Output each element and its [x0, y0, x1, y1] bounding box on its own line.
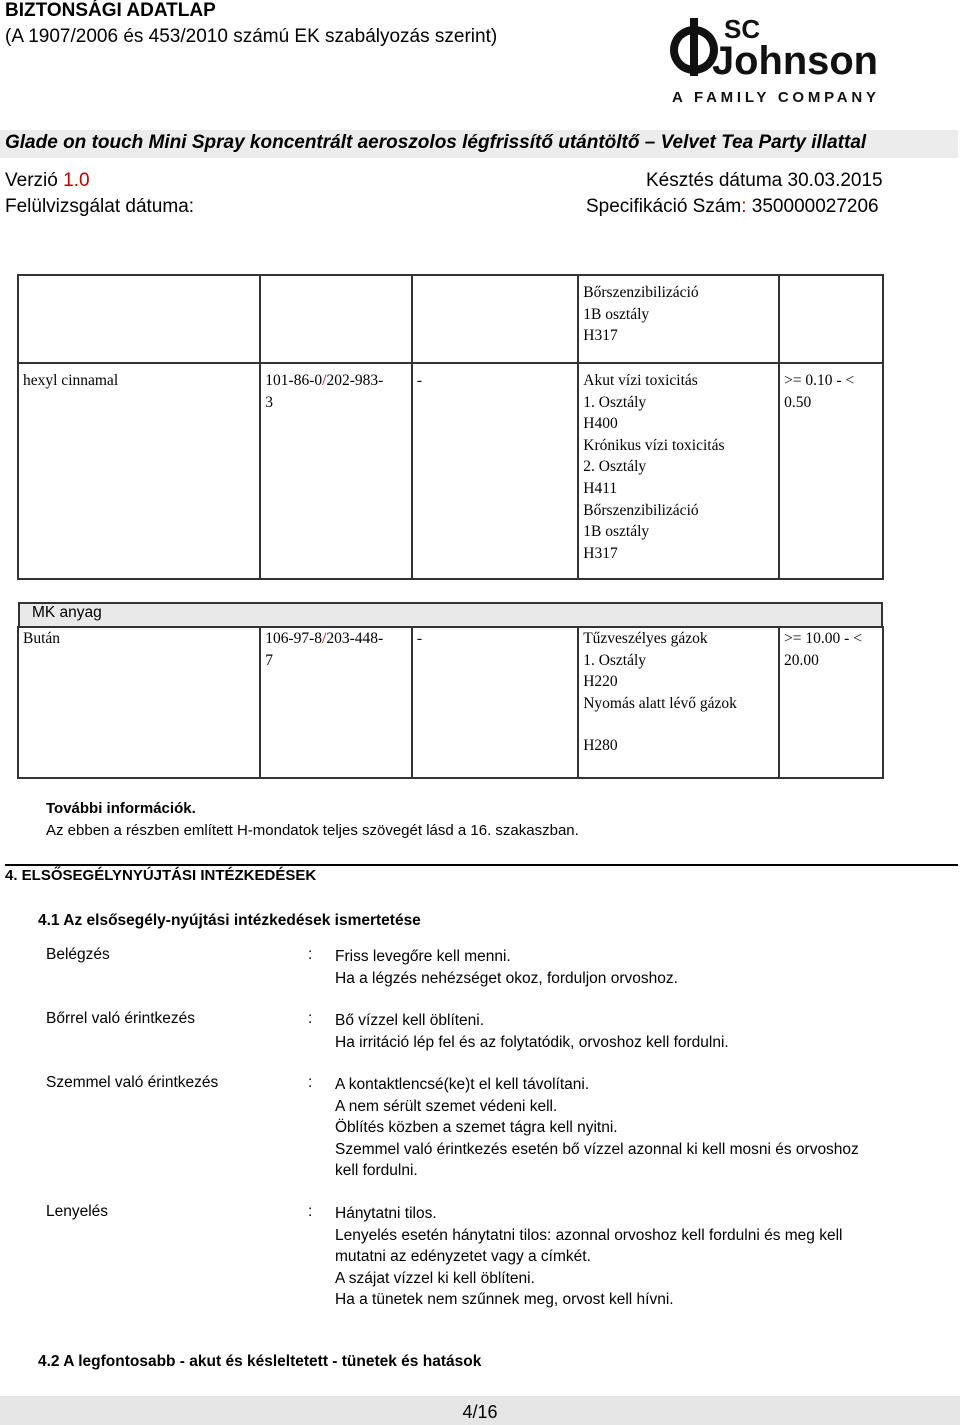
eye-contact-label: Szemmel való érintkezés	[46, 1074, 219, 1091]
subsection-4-1-title: 4.1 Az elsősegély-nyújtási intézkedések ismertetése	[38, 912, 421, 929]
section-4-title: 4. ELSŐSEGÉLYNYÚJTÁSI INTÉZKEDÉSEK	[5, 867, 317, 884]
colon: :	[308, 946, 313, 963]
substance-name: Bután	[18, 627, 260, 778]
cas-number: 106-97-8/203-448- 7	[260, 627, 412, 778]
spec-number-line	[586, 196, 879, 218]
table-row	[18, 275, 883, 363]
table-row	[18, 363, 883, 579]
substance-name: hexyl cinnamal	[18, 363, 260, 579]
skin-contact-text: Bő vízzel kell öblíteni. Ha irritáció lép fel és az folytatódik, orvoshoz kell fordulni.	[335, 1012, 729, 1051]
version-line	[5, 170, 90, 192]
reach-number: -	[412, 363, 578, 579]
regulation-subtitle: (A 1907/2006 és 453/2010 számú EK szabályozás szerint)	[5, 26, 498, 47]
spec-colon: :	[741, 196, 747, 217]
inhalation-label: Belégzés	[46, 946, 110, 963]
subsection-4-2-title: 4.2 A legfontosabb - akut és késleltetett - tünetek és hatások	[38, 1353, 482, 1370]
components-table-2	[17, 626, 884, 779]
ingestion-text: Hánytatni tilos. Lenyelés esetén hánytatni tilos: azonnal orvoshoz kell fordulni és meg kell mutatni az edényzetet vagy a címkét. A szájat vízzel ki kell öblíteni. Ha a tünetek nem szűnnek meg, orvost kell hívni.	[335, 1205, 843, 1309]
inhalation-text: Friss levegőre kell menni. Ha a légzés nehézséget okoz, forduljon orvoshoz.	[335, 948, 678, 987]
prep-date-value: 30.03.2015	[787, 170, 883, 191]
further-info-heading: További információk.	[46, 800, 196, 817]
document-title: BIZTONSÁGI ADATLAP	[5, 0, 216, 21]
page-number: 4/16	[462, 1402, 498, 1422]
product-name: Glade on touch Mini Spray koncentrált aeroszolos légfrissítő utántöltő – Velvet Tea Party illattal	[5, 132, 867, 153]
components-table-1	[17, 274, 884, 580]
concentration-cell: >= 0.10 - < 0.50	[779, 363, 883, 579]
version-label: Verzió	[5, 170, 58, 191]
colon: :	[308, 1010, 313, 1027]
table-row	[18, 627, 883, 778]
classification-cell: Bőrszenzibilizáció 1B osztály H317	[578, 275, 779, 363]
colon: :	[308, 1074, 313, 1091]
logo-johnson-text: Johnson	[712, 39, 878, 83]
group-header-label: MK anyag	[32, 604, 102, 621]
version-number: 1.0	[63, 170, 90, 191]
prep-date-label: Késztés dátuma	[646, 170, 783, 191]
spec-label: Specifikáció Szám	[586, 196, 742, 217]
concentration-cell: >= 10.00 - < 20.00	[779, 627, 883, 778]
logo-tagline: A FAMILY COMPANY	[672, 89, 876, 106]
spec-number: 350000027206	[751, 196, 879, 217]
colon: :	[308, 1203, 313, 1220]
logo-sc-text: SC	[724, 14, 761, 44]
reach-number: -	[412, 627, 578, 778]
section-divider	[5, 864, 958, 866]
skin-contact-label: Bőrrel való érintkezés	[46, 1010, 196, 1027]
group-header-bar	[18, 602, 883, 626]
further-info-text: Az ebben a részben említett H-mondatok teljes szövegét lásd a 16. szakaszban.	[46, 822, 579, 839]
sc-johnson-logo	[668, 8, 880, 108]
preparation-date-line	[646, 170, 883, 192]
eye-contact-text: A kontaktlencsé(ke)t el kell távolítani. A nem sérült szemet védeni kell. Öblítés közben a szemet tágra kell nyitni. Szemmel való érintkezés esetén bő vízzel azonnal ki kell mosni és orvoshoz kell fordulni.	[335, 1076, 859, 1180]
cas-number: 101-86-0/202-983- 3	[260, 363, 412, 579]
ingestion-label: Lenyelés	[46, 1203, 109, 1220]
review-date-label: Felülvizsgálat dátuma:	[5, 196, 195, 217]
classification-cell: Tűzveszélyes gázok 1. Osztály H220 Nyomás alatt lévő gázok H280	[578, 627, 779, 778]
classification-cell: Akut vízi toxicitás 1. Osztály H400 Krónikus vízi toxicitás 2. Osztály H411 Bőrszenzibilizáció 1B osztály H317	[578, 363, 779, 579]
